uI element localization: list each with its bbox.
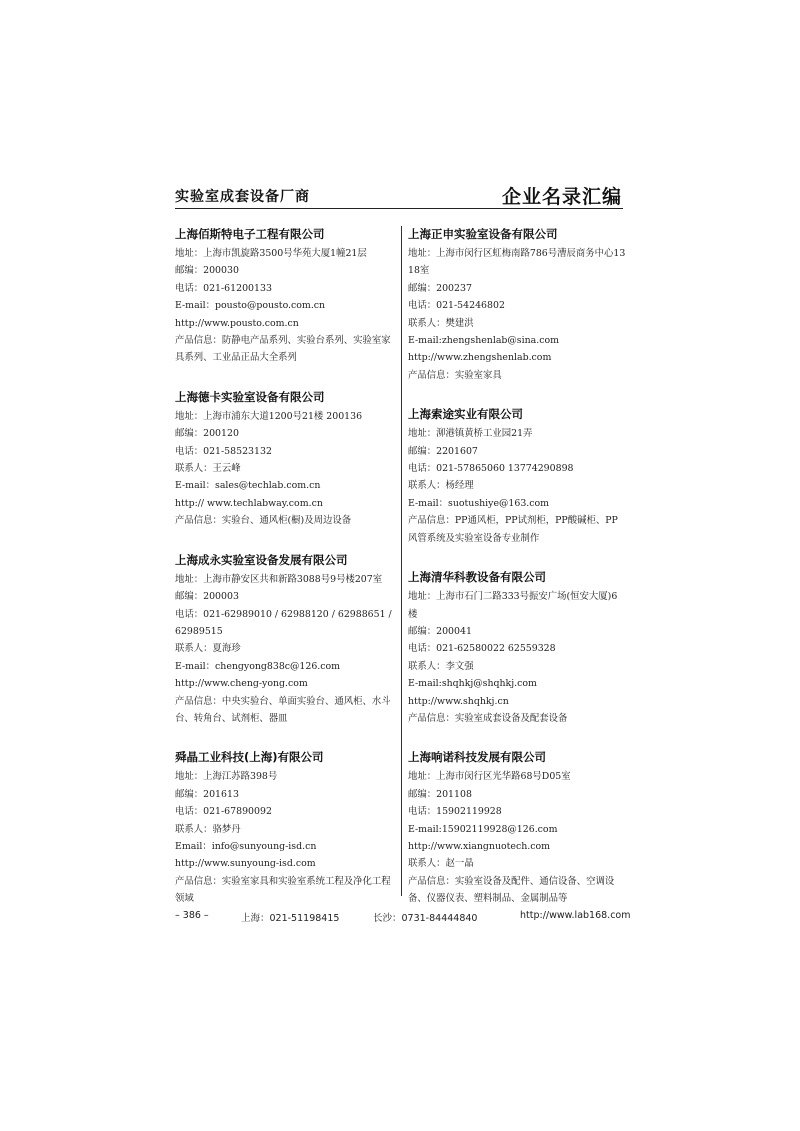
company-info-line: 电话：021-61200133 [175,282,272,294]
company-info-line: 地址：上海市静安区共和新路3088号9号楼207室 [175,573,383,585]
company-email[interactable]: E-mail:zhengshenlab@sina.com [408,335,559,347]
company-info-line: 产品信息：实验室家具 [408,369,502,381]
company-info-line: 产品信息：实验台、通风柜(橱)及周边设备 [175,515,352,527]
company-email[interactable]: E-mail：chengyong838c@126.com [175,660,341,672]
company-info-line: 地址：上海市闵行区虹梅南路786号漕辰商务中心1318室 [408,248,626,277]
company-website[interactable]: http://www.cheng-yong.com [175,678,308,690]
right-column [408,226,626,930]
changsha-phone: 长沙：0731-84444840 [373,913,478,924]
company-info-line: 邮编：200237 [408,282,472,294]
company-entry [175,389,393,530]
company-info-line: 地址：上海市石门二路333号振安广场(恒安大厦)6楼 [408,591,618,620]
book-title: 企业名录汇编 [501,186,622,208]
company-name: 上海正申实验室设备有限公司 [408,227,558,241]
company-info-line: 电话：15902119928 [408,806,502,818]
company-email[interactable]: E-mail：pousto@pousto.com.cn [175,300,326,312]
company-website[interactable]: http:// www.techlabway.com.cn [175,497,323,509]
company-info-line: 电话：021-58523132 [175,445,272,457]
company-info-line: 邮编：2201607 [408,445,478,457]
company-website[interactable]: http://www.sunyoung-isd.com [175,858,316,870]
company-name: 舜晶工业科技(上海)有限公司 [175,750,324,765]
company-info-line: 邮编：200120 [175,428,239,440]
header-divider [175,208,623,209]
company-name: 上海索途实业有限公司 [408,407,523,422]
company-entry [408,226,626,384]
company-info-line: 邮编：201108 [408,788,472,800]
company-info-line: 地址：上海市闵行区光华路68号D05室 [408,771,571,783]
company-info-line: 电话：021-67890092 [175,806,272,818]
company-info-line: 联系人：李文强 [408,660,474,672]
company-info-line: 地址：上海江苏路398号 [175,771,278,783]
company-entry [408,569,626,727]
section-title: 实验室成套设备厂商 [175,189,310,205]
company-info-line: 邮编：200030 [175,265,239,277]
company-website[interactable]: http://www.shqhkj.cn [408,695,509,707]
company-entry [175,749,393,907]
company-entry [175,552,393,728]
company-name: 上海响诺科技发展有限公司 [408,750,546,765]
company-info-line: 产品信息：防静电产品系列、实验台系列、实验室家具系列、工业品正品大全系列 [175,335,391,364]
company-info-line: 产品信息：PP通风柜，PP试剂柜，PP酸碱柜、PP风管系统及实验室设备专业制作 [408,515,618,544]
website-link[interactable]: http://www.lab168.com [520,910,631,921]
company-info-line: 产品信息：实验室家具和实验室系统工程及净化工程领域 [175,875,391,905]
company-info-line: 电话：021-62989010 / 62988120 / 62988651 / 62989515 [175,608,392,637]
company-entry [175,226,393,367]
company-info-line: 产品信息：实验室设备及配件、通信设备、空调设备、仪器仪表、塑料制品、金属制品等 [408,875,615,905]
company-info-line: 地址：泖港镇黄桥工业园21弄 [408,428,533,440]
company-website[interactable]: http://www.zhengshenlab.com [408,352,552,364]
company-info-line: 电话：021-57865060 13774290898 [408,463,574,475]
company-name: 上海德卡实验室设备有限公司 [175,389,325,404]
company-info-line: 联系人：夏海珍 [175,643,241,655]
company-info-line: 产品信息：中央实验台、单面实验台、通风柜、水斗台、转角台、试剂柜、器皿 [175,695,391,724]
company-info-line: 联系人：杨经理 [408,480,474,492]
company-info-line: 联系人：樊建洪 [408,317,474,329]
company-info-line: 联系人：骆梦丹 [175,823,241,835]
company-name: 上海成永实验室设备发展有限公司 [175,552,348,567]
company-info-line: 联系人：赵一晶 [408,858,474,870]
page-number: – 386 – [175,910,209,921]
company-entry [408,749,626,907]
company-info-line: 地址：上海市凯旋路3500号华苑大厦1幢21层 [175,248,367,259]
company-info-line: 电话：021-62580022 62559328 [408,643,556,655]
company-website[interactable]: http://www.xiangnuotech.com [408,840,550,852]
company-info-line: 联系人：王云峰 [175,463,241,475]
company-info-line: 邮编：200041 [408,625,472,637]
company-info-line: 地址：上海市浦东大道1200号21楼 200136 [175,410,363,422]
company-entry [408,406,626,547]
shanghai-phone: 上海：021-51198415 [241,913,340,924]
company-email[interactable]: E-mail：suotushiye@163.com [408,497,550,509]
company-email[interactable]: Email：info@sunyoung-isd.cn [175,840,317,852]
company-email[interactable]: E-mail:15902119928@126.com [408,823,558,835]
company-info-line: 邮编：201613 [175,788,239,800]
company-name: 上海佰斯特电子工程有限公司 [175,227,325,241]
company-info-line: 产品信息：实验室成套设备及配套设备 [408,712,568,724]
company-info-line: 邮编：200003 [175,591,239,603]
company-email[interactable]: E-mail:shqhkj@shqhkj.com [408,678,537,690]
company-name: 上海清华科教设备有限公司 [408,570,546,585]
company-email[interactable]: E-mail：sales@techlab.com.cn [175,480,321,492]
company-website[interactable]: http://www.pousto.com.cn [175,317,299,329]
left-column [175,226,393,930]
company-info-line: 电话：021-54246802 [408,300,505,312]
column-divider [401,226,402,896]
